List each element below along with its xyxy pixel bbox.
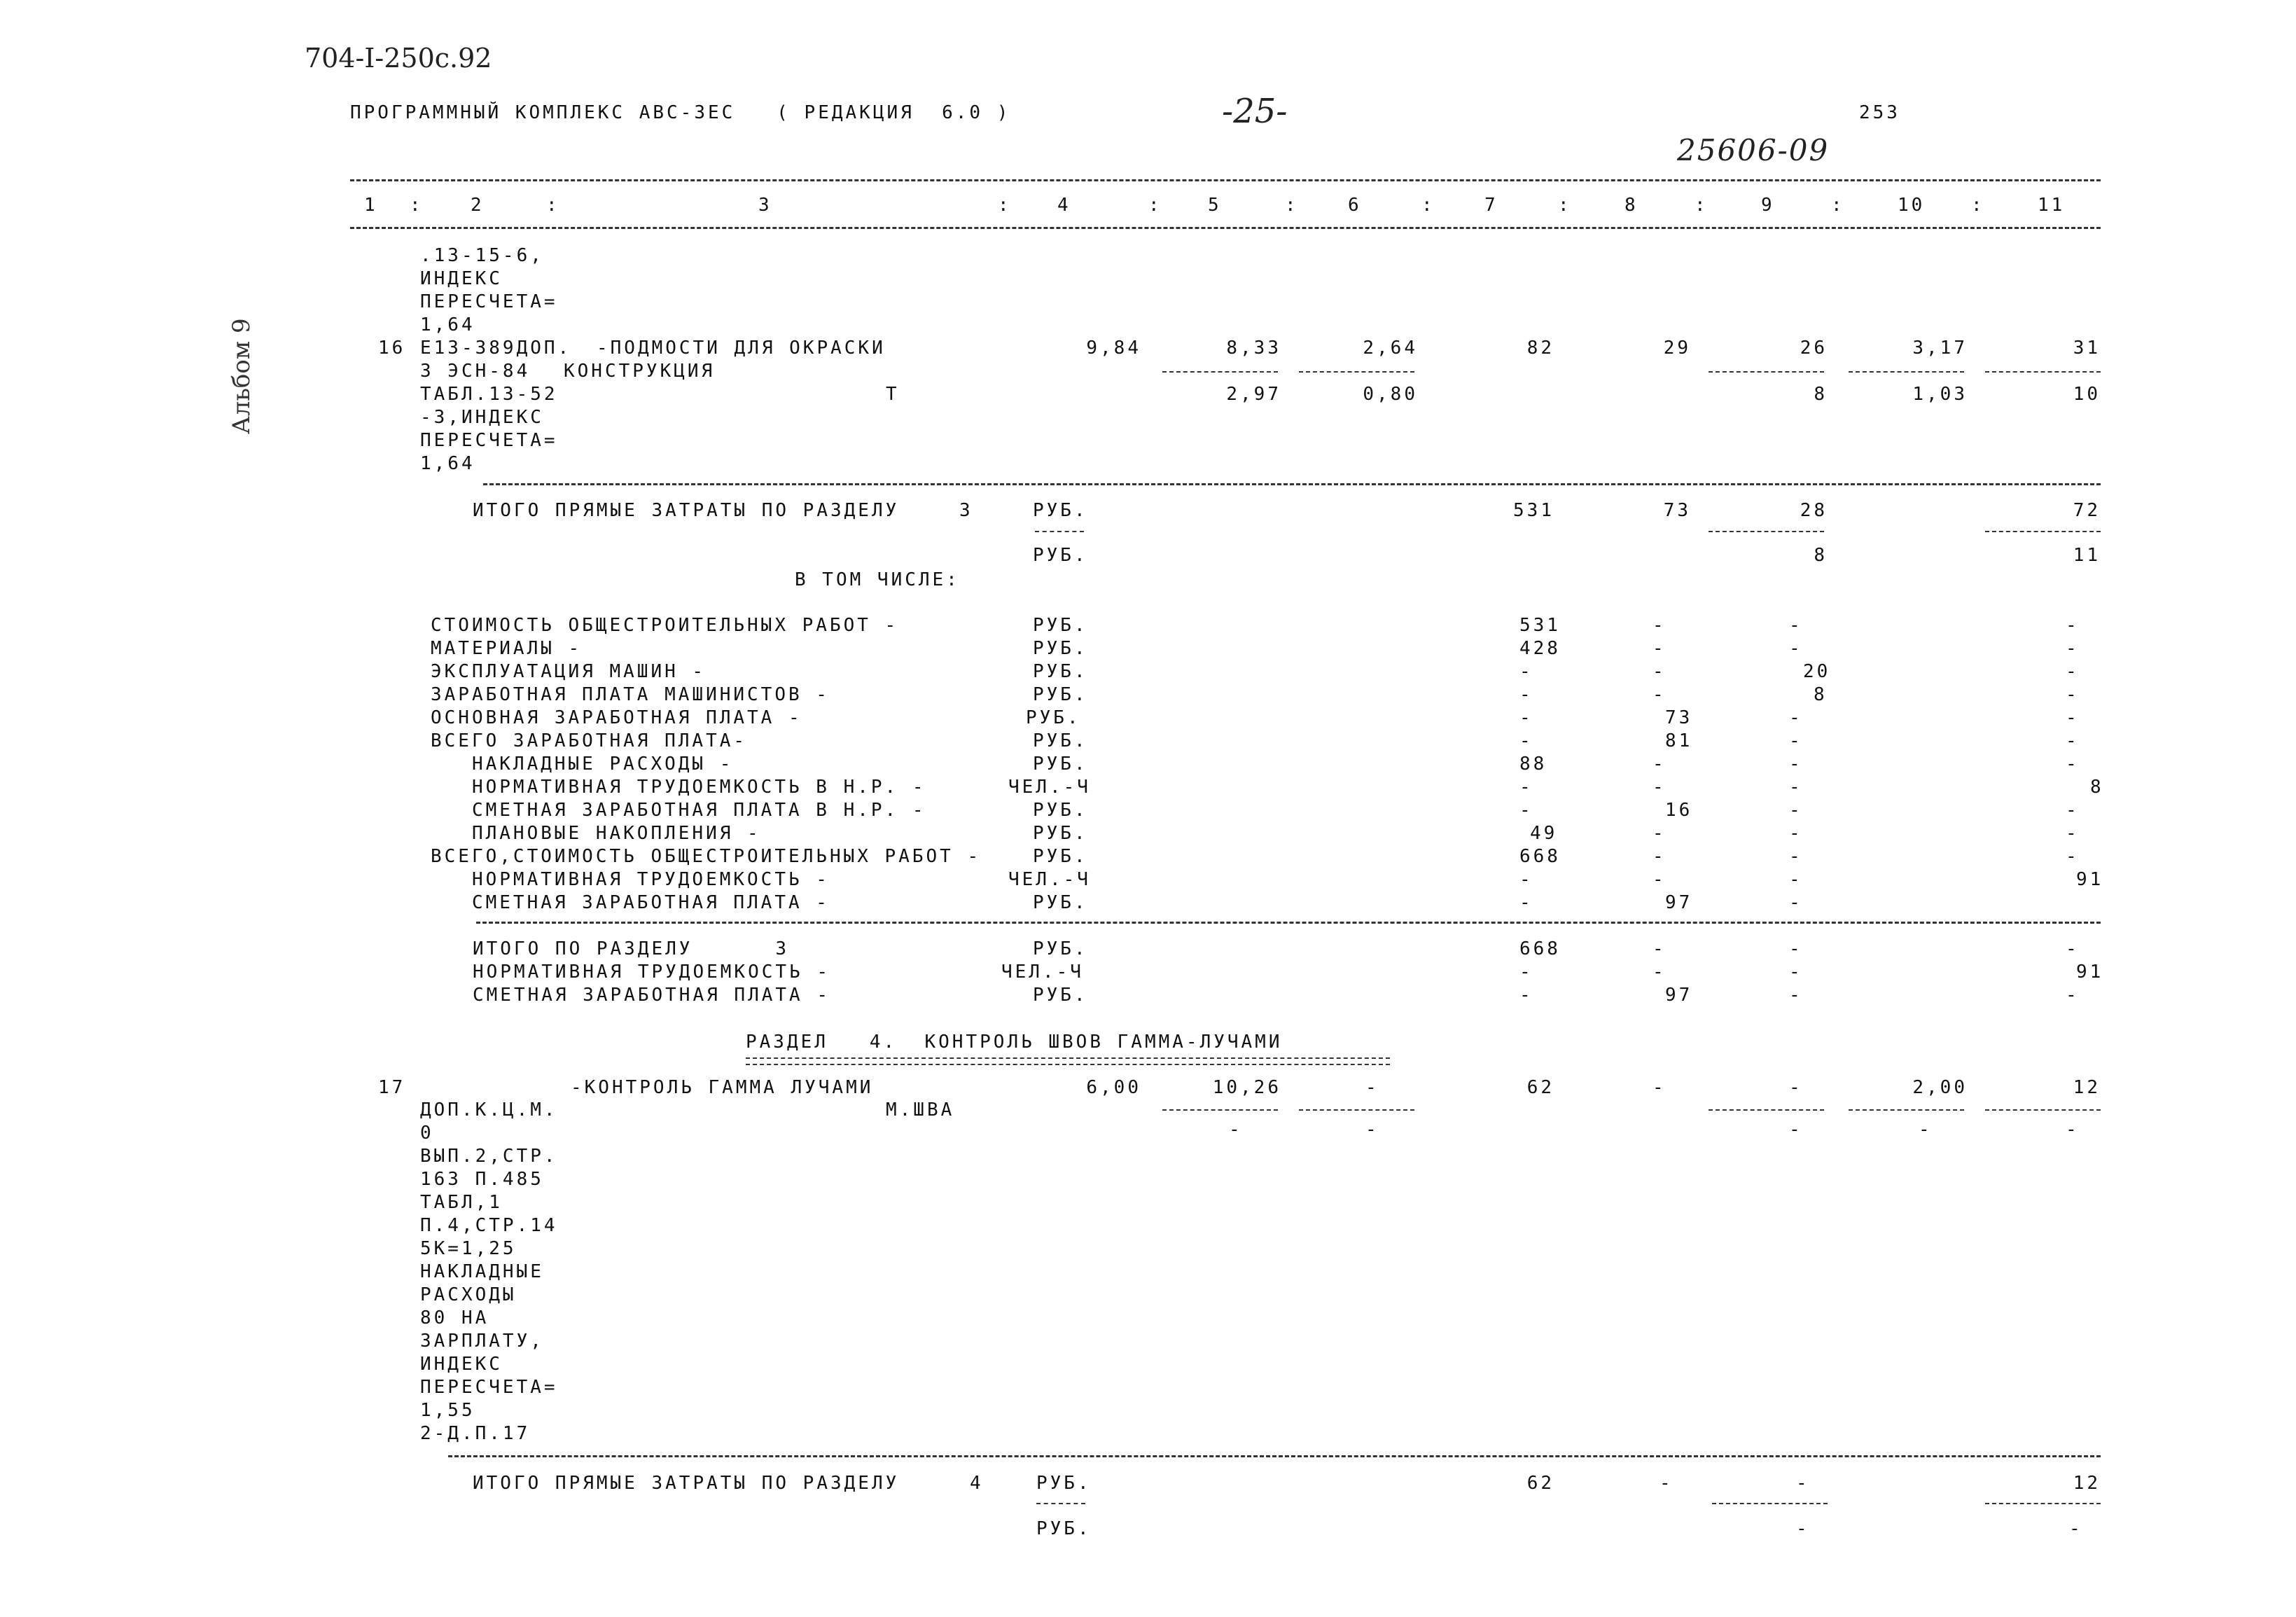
item-name: -ПОДМОСТИ ДЛЯ ОКРАСКИ [597, 338, 886, 359]
section-4-title-underline [746, 1057, 1390, 1065]
col-5: 5 [1208, 195, 1222, 216]
document-code: 704-I-250c.92 [305, 43, 492, 74]
section-3-total-rule [476, 922, 2101, 924]
page-mark: -25- [1222, 92, 1288, 131]
section-3-rule [483, 483, 2101, 485]
col-3: 3 [758, 195, 772, 216]
section-4-rule [448, 1455, 2101, 1457]
document-number: 25606-09 [1677, 133, 1830, 167]
item-unit: Т [886, 384, 900, 405]
col-1: 1 [364, 195, 378, 216]
col-4: 4 [1057, 195, 1071, 216]
item-number: 17 [378, 1077, 406, 1098]
header-rule-bottom [350, 227, 2101, 229]
section-4-title: РАЗДЕЛ 4. КОНТРОЛЬ ШВОВ ГАММА-ЛУЧАМИ [746, 1032, 1283, 1053]
program-title: ПРОГРАММНЫЙ КОМПЛЕКС АВС-3ЕС ( РЕДАКЦИЯ 6.0 ) [350, 102, 1011, 123]
col-10: 10 [1898, 195, 1926, 216]
header-rule-top [350, 179, 2101, 181]
item-number: 16 [378, 338, 406, 359]
item-unit: М.ШВА [886, 1099, 955, 1120]
col-9: 9 [1761, 195, 1775, 216]
item-quantity: 9,84 [1086, 338, 1141, 359]
item-name: -КОНТРОЛЬ ГАММА ЛУЧАМИ [571, 1077, 874, 1098]
including-label: В ТОМ ЧИСЛЕ: [795, 569, 960, 590]
item-quantity: 6,00 [1086, 1077, 1141, 1098]
page-number: 253 [1859, 102, 1900, 123]
col-11: 11 [2038, 195, 2066, 216]
col-2: 2 [471, 195, 485, 216]
album-side-label: Альбом 9 [228, 318, 256, 434]
col-8: 8 [1624, 195, 1638, 216]
col-6: 6 [1348, 195, 1362, 216]
col-7: 7 [1484, 195, 1498, 216]
